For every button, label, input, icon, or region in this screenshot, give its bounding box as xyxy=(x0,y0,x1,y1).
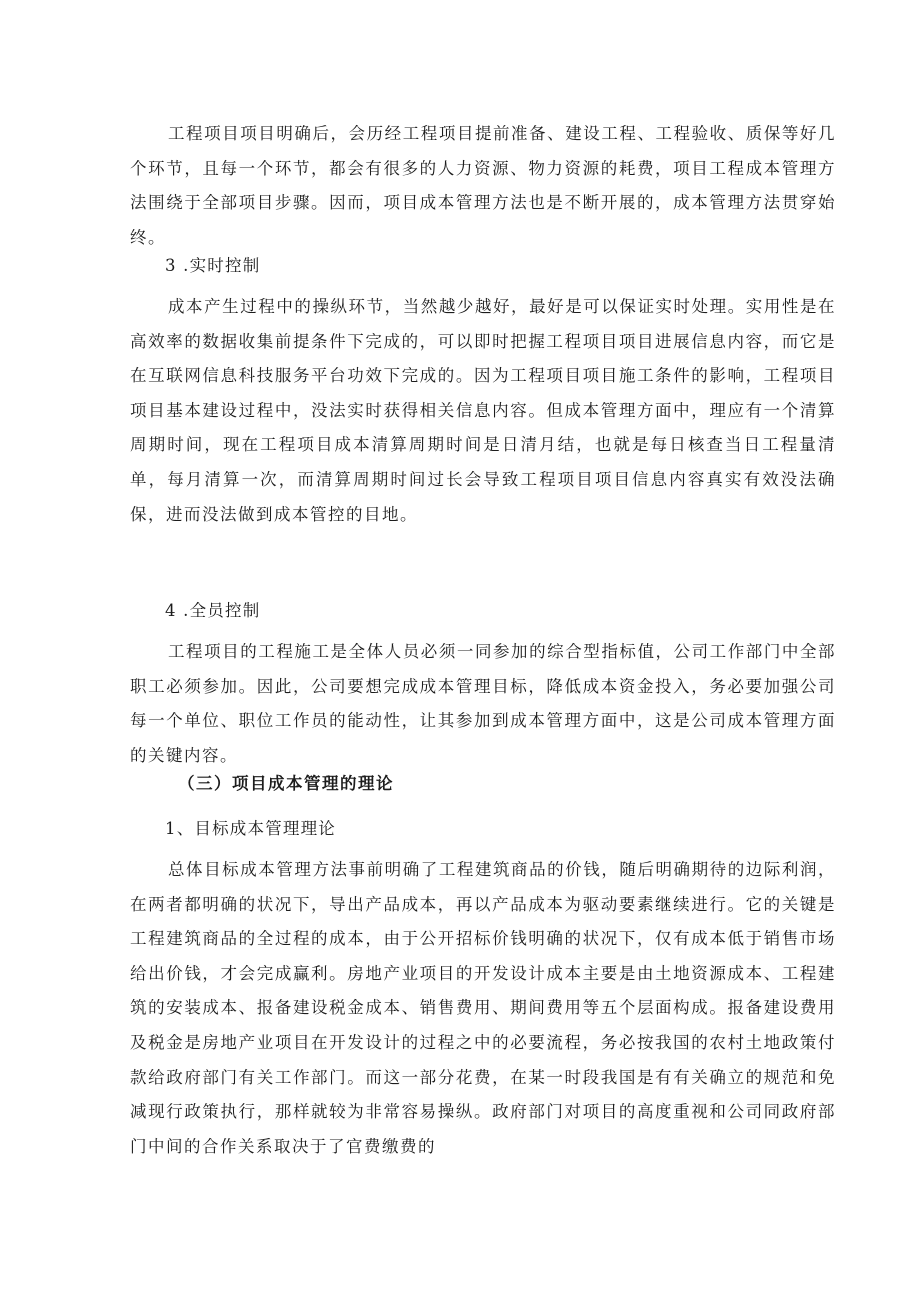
heading-realtime-control: 3 .实时控制 xyxy=(165,256,261,275)
heading-all-staff-control: 4 .全员控制 xyxy=(165,601,261,620)
paragraph-target-cost-theory: 总体目标成本管理方法事前明确了工程建筑商品的价钱，随后明确期待的边际利润，在两者都明确的状况下，导出产品成本，再以产品成本为驱动要素继续进行。它的关键是工程建筑商品的全过程的成本，由于公开招标价钱明确的状况下，仅有成本低于销售市场给出价钱，才会完成赢利。房地产业项目的开发设计成本主要是由土地资源成本、工程建筑的安装成本、报备建设税金成本、销售费用、期间费用等五个层面构成。报备建设费用及税金是房地产业项目在开发设计的过程之中的必要流程，务必按我国的农村土地政策付款给政府部门有关工作部门。而这一部分花费，在某一时段我国是有有关确立的规范和免减现行政策执行，那样就较为非常容易操纵。政府部门对项目的高度重视和公司同政府部门中间的合作关系取决于了官费缴费的 xyxy=(130,860,836,1156)
heading-target-cost-theory: 1、目标成本管理理论 xyxy=(165,819,336,838)
paragraph-realtime-control: 成本产生过程中的操纵环节，当然越少越好，最好是可以保证实时处理。实用性是在高效率的数据收集前提条件下完成的，可以即时把握工程项目项目进展信息内容，而它是在互联网信息科技服务平台功效下完成的。因为工程项目项目施工条件的影响，工程项目项目基本建设过程中，没法实时获得相关信息内容。但成本管理方面中，理应有一个清算周期时间，现在工程项目成本清算周期时间是日清月结，也就是每日核查当日工程量清单，每月清算一次，而清算周期时间过长会导致工程项目项目信息内容真实有效没法确保，进而没法做到成本管控的目地。 xyxy=(130,297,836,524)
paragraph-all-staff-control: 工程项目的工程施工是全体人员必须一同参加的综合型指标值，公司工作部门中全部职工必须参加。因此，公司要想完成成本管理目标，降低成本资金投入，务必要加强公司每一个单位、职位工作员的能动性，让其参加到成本管理方面中，这是公司成本管理方面的关键内容。 xyxy=(130,642,836,765)
paragraph-project-stages: 工程项目项目明确后，会历经工程项目提前准备、建设工程、工程验收、质保等好几个环节，且每一个环节，都会有很多的人力资源、物力资源的耗费，项目工程成本管理方法围绕于全部项目步骤。因而，项目成本管理方法也是不断开展的，成本管理方法贯穿始终。 xyxy=(130,124,836,247)
section-heading-cost-theory: （三）项目成本管理的理论 xyxy=(178,774,394,793)
